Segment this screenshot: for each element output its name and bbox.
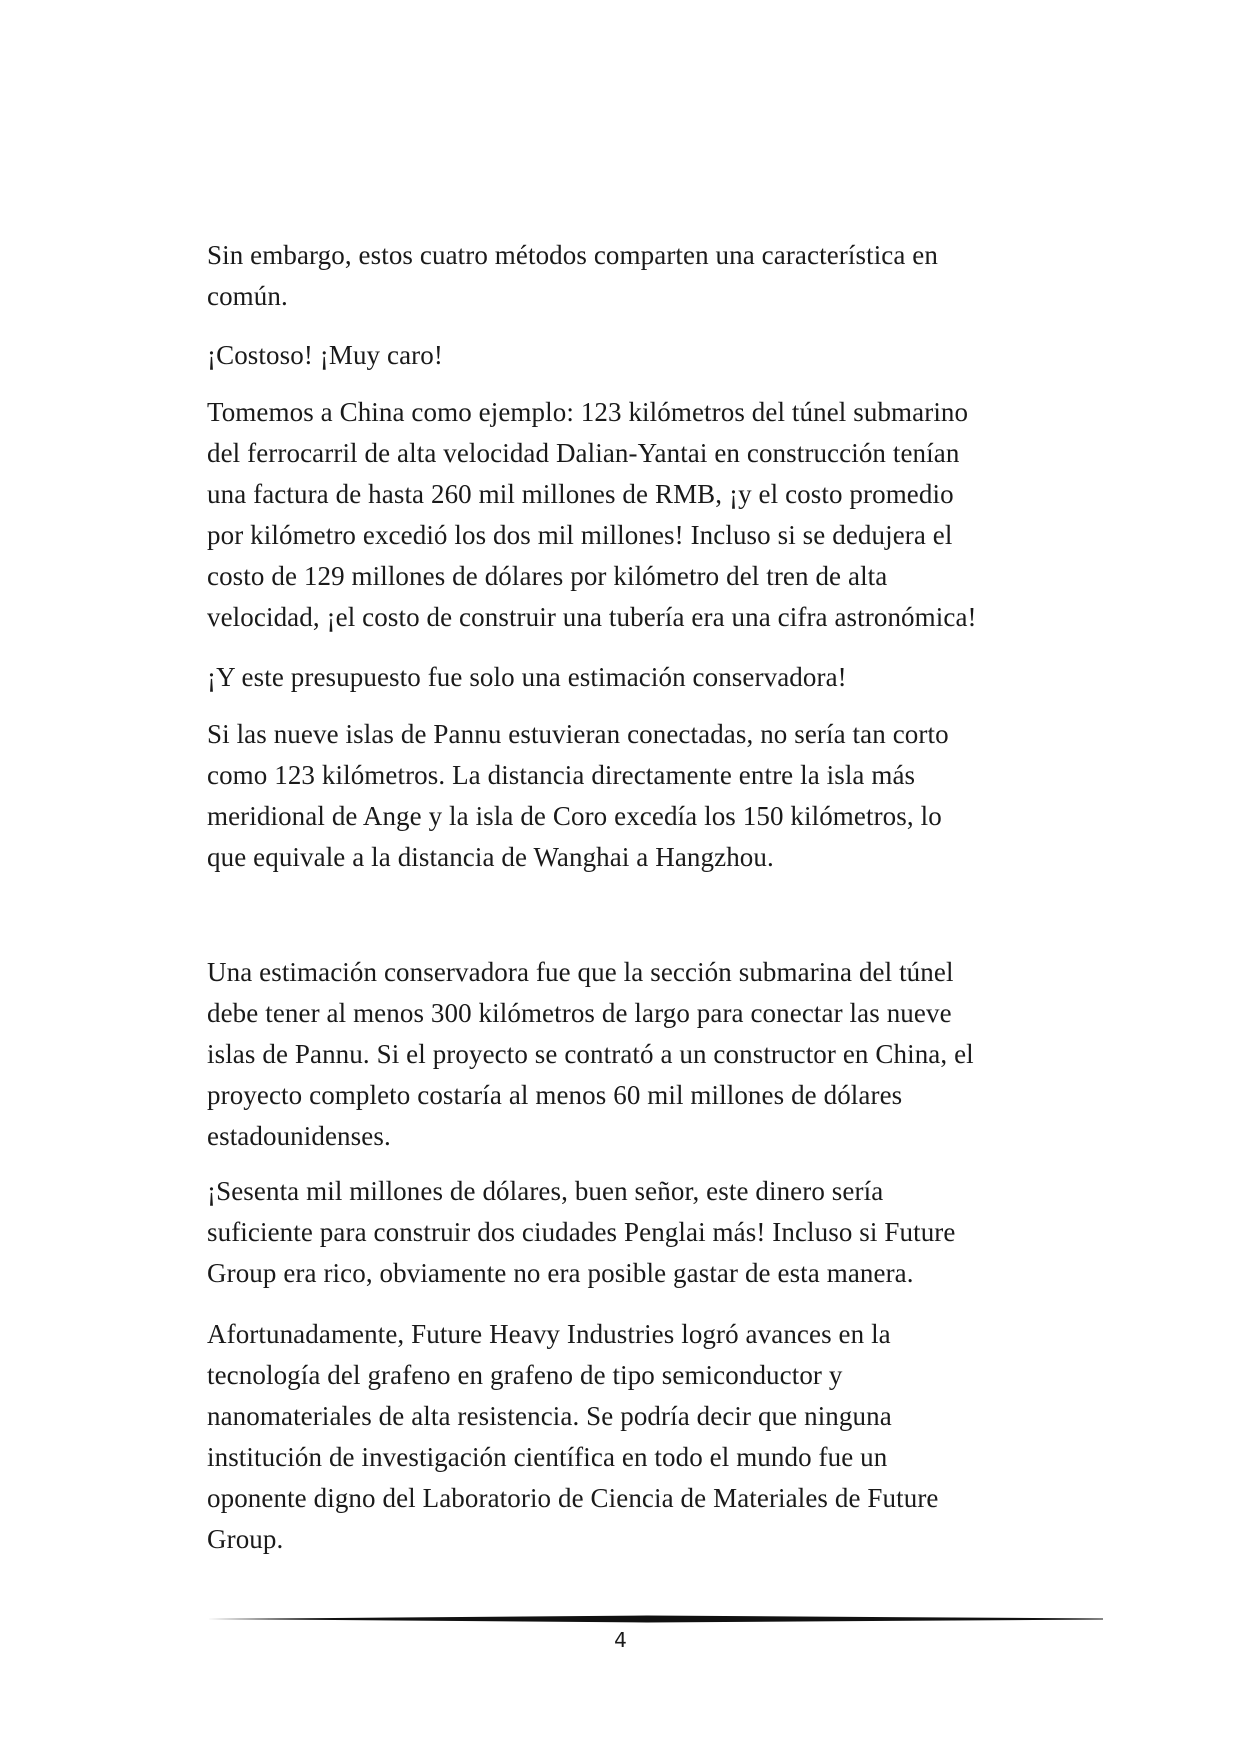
- paragraph-text: ¡Costoso! ¡Muy caro!: [207, 340, 443, 370]
- paragraph: [207, 235, 1067, 317]
- paragraph: [207, 1171, 1067, 1294]
- paragraph-text: Tomemos a China como ejemplo: 123 kilómetros del túnel submarino del ferrocarril de alta velocidad Dalian-Yantai en construcción tenían una factura de hasta 260 mil millones de RMB, ¡y el costo promedio por kilómetro excedió los dos mil millones! Incluso si se dedujera el costo de 129 millones de dólares por kilómetro del tren de alta velocidad, ¡el costo de construir una tubería era una cifra astronómica!: [207, 397, 977, 632]
- paragraph: [207, 657, 1067, 698]
- paragraph: [207, 335, 1067, 376]
- paragraph: [207, 392, 1067, 638]
- paragraph: [207, 952, 1067, 1157]
- paragraph-text: Sin embargo, estos cuatro métodos comparten una característica en común.: [207, 240, 938, 311]
- paragraph-text: ¡Y este presupuesto fue solo una estimación conservadora!: [207, 662, 847, 692]
- paragraph: [207, 1314, 1067, 1560]
- paragraph-text: Afortunadamente, Future Heavy Industries logró avances en la tecnología del grafeno en grafeno de tipo semiconductor y nanomateriales de alta resistencia. Se podría decir que ninguna institución de investigación científica en todo el mundo fue un oponente digno del Laboratorio de Ciencia de Materiales de Future Group.: [207, 1319, 939, 1554]
- page-number: 4: [614, 1628, 627, 1652]
- footer-divider: [207, 1614, 1103, 1624]
- paragraph-text: ¡Sesenta mil millones de dólares, buen señor, este dinero sería suficiente para construir dos ciudades Penglai más! Incluso si Future Group era rico, obviamente no era posible gastar de esta manera.: [207, 1176, 956, 1288]
- paragraph-text: Si las nueve islas de Pannu estuvieran conectadas, no sería tan corto como 123 kilómetros. La distancia directamente entre la isla más meridional de Ange y la isla de Coro excedía los 150 kilómetros, lo que equivale a la distancia de Wanghai a Hangzhou.: [207, 719, 949, 872]
- paragraph-text: Una estimación conservadora fue que la sección submarina del túnel debe tener al menos 300 kilómetros de largo para conectar las nueve islas de Pannu. Si el proyecto se contrató a un constructor en China, el proyecto completo costaría al menos 60 mil millones de dólares estadounidenses.: [207, 957, 974, 1151]
- paragraph: [207, 714, 1067, 878]
